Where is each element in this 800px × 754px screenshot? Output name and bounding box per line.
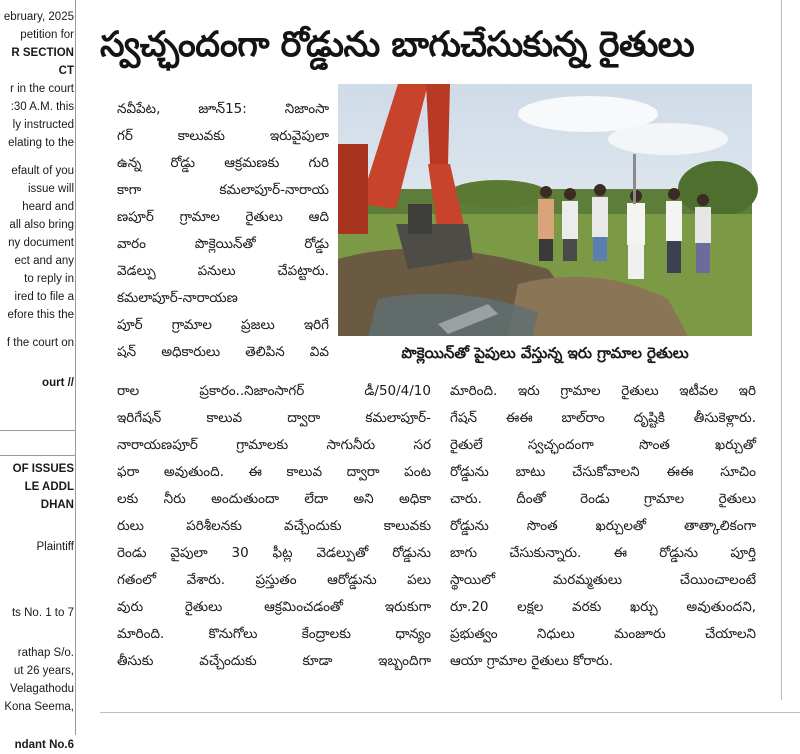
suit-line: Kona Seema, — [4, 701, 74, 713]
article-body-column-3 — [450, 378, 756, 675]
article-body-column-2 — [117, 378, 431, 675]
body-line: రులు పరిశీలనకు వచ్చేందుకు కాలువకు — [117, 518, 431, 534]
legal-line: ly instructed — [12, 119, 74, 131]
legal-line: efore this the — [7, 309, 74, 321]
body-line: తీసుకు వచ్చేందుకు కూడా ఇబ్బందిగా — [117, 653, 431, 669]
legal-line: petition for — [20, 29, 74, 41]
body-line: బాగు చేసుకున్నారు. ఈ రోడ్డును పూర్తి — [450, 545, 756, 561]
suit-line: DHAN — [40, 499, 74, 511]
legal-line: efault of you — [11, 165, 74, 177]
adjacent-suit-notice-column — [0, 460, 74, 751]
suit-spacer — [0, 556, 74, 604]
body-line: లకు నీరు అందుతుందా లేదా అని అధికా — [117, 491, 431, 507]
body-line: వెడల్పు పనులు చేపట్టారు. — [117, 263, 329, 279]
farmers-excavator-photo — [338, 84, 752, 336]
legal-line: ebruary, 2025 — [3, 11, 74, 23]
body-line: ప్రభుత్వం నిధులు మంజూరు చేయాలని — [450, 626, 756, 642]
suit-line: LE ADDL — [24, 481, 74, 493]
body-line: గేషన్ ఈఈ బాల్‌రాం దృష్టికి తీసుకెళ్లారు. — [450, 410, 756, 426]
legal-spacer — [0, 152, 74, 162]
suit-line: OF ISSUES — [12, 463, 74, 475]
body-line: వారం పొక్లెయిన్‌తో రోడ్డు — [117, 236, 329, 252]
body-line: రూ.20 లక్షల వరకు ఖర్చు అవుతుందని, — [450, 599, 756, 615]
suit-line: Velagathodu — [10, 683, 74, 695]
legal-line: to reply in — [24, 273, 74, 285]
body-line: రెండు వైపులా 30 ఫీట్ల వెడల్పుతో రోడ్డును — [117, 545, 431, 561]
body-line: కమలాపూర్-నారాయణ — [117, 290, 238, 306]
legal-spacer — [0, 324, 74, 334]
body-line: రైతులే స్వచ్ఛందంగా సొంత ఖర్చుతో — [450, 437, 756, 453]
suit-line: ut 26 years, — [13, 665, 74, 677]
body-line: ఉన్న రోడ్డు ఆక్రమణకు గురి — [117, 155, 329, 171]
legal-line: heard and — [22, 201, 74, 213]
body-line: కాగా కమలాపూర్-నారాయ — [117, 182, 329, 198]
legal-line: CT — [58, 65, 74, 77]
body-line: మారింది. కొనుగోలు కేంద్రాలకు ధాన్యం — [117, 626, 431, 642]
body-line: షన్ అధికారులు తెలిపిన వివ — [117, 344, 329, 360]
adjacent-legal-notice-column — [0, 8, 74, 428]
legal-line: elating to the — [8, 137, 74, 149]
body-line: స్థాయిలో మరమ్మతులు చేయించాలంటే — [450, 572, 756, 588]
body-line: నవీపేట, జూన్15: నిజాంసా — [117, 101, 329, 117]
legal-line: all also bring — [9, 219, 74, 231]
legal-line: r in the court — [10, 83, 74, 95]
body-line: గతంలో వేశారు. ప్రస్తుతం ఆరోడ్డును పలు — [117, 572, 431, 588]
photo-caption: పొక్లెయిన్‌తో పైపులు వేస్తున్న ఇరు గ్రామాల రైతులు — [401, 344, 689, 362]
body-line: ణపూర్ గ్రామాల రైతులు ఆది — [117, 209, 329, 225]
legal-line: issue will — [27, 183, 74, 195]
article-headline: స్వచ్ఛందంగా రోడ్డును బాగుచేసుకున్న రైతులు — [100, 25, 695, 65]
legal-spacer — [0, 352, 74, 374]
suit-line: ts No. 1 to 7 — [11, 607, 74, 619]
suit-line: Plaintiff — [36, 541, 74, 553]
column-rule — [75, 0, 76, 735]
legal-line: :30 A.M. this — [10, 101, 74, 113]
divider — [0, 430, 75, 431]
body-line: రోడ్డును బాటు చేసుకోవాలని ఈఈ సూచిం — [450, 464, 756, 480]
legal-signoff: ourt // — [42, 377, 74, 389]
article-photo — [338, 84, 752, 336]
legal-line: f the court on — [6, 337, 74, 349]
suit-spacer — [0, 716, 74, 736]
body-line: రాల ప్రకారం..నిజాంసాగర్ డీ/50/4/10 — [117, 383, 431, 399]
legal-line: ect and any — [14, 255, 74, 267]
body-line: నారాయణపూర్ గ్రామాలకు సాగునీరు సర — [117, 437, 431, 453]
legal-line: ny document — [8, 237, 74, 249]
body-line: ఇరిగేషన్ కాలువ ద్వారా కమలాపూర్- — [117, 410, 431, 426]
body-line: గర్ కాలువకు ఇరువైపులా — [117, 128, 329, 144]
body-line: రోడ్డును సొంత ఖర్చులతో తాత్కాలికంగా — [450, 518, 756, 534]
suit-line: rathap S/o. — [17, 647, 74, 659]
body-line: ఫరా అవుతుంది. ఈ కాలువ ద్వారా పంట — [117, 464, 431, 480]
suit-line: ndant No.6 — [14, 739, 74, 751]
legal-line: ired to file a — [14, 291, 74, 303]
legal-line: R SECTION — [11, 47, 74, 59]
page-bottom-rule — [100, 712, 800, 713]
column-rule-right — [781, 0, 782, 700]
body-line: మారింది. ఇరు గ్రామాల రైతులు ఇటీవల ఇరి — [450, 383, 756, 399]
body-line: వురు రైతులు ఆక్రమించడంతో ఇరుకుగా — [117, 599, 431, 615]
body-line: పూర్ గ్రామాల ప్రజలు ఇరిగే — [117, 317, 329, 333]
suit-spacer — [0, 622, 74, 644]
article-body-column-1 — [117, 96, 329, 366]
divider — [0, 455, 75, 456]
body-line: చారు. దీంతో రెండు గ్రామాల రైతులు — [450, 491, 756, 507]
suit-spacer — [0, 514, 74, 538]
body-line-last: ఆయా గ్రామాల రైతులు కోరారు. — [450, 653, 614, 669]
